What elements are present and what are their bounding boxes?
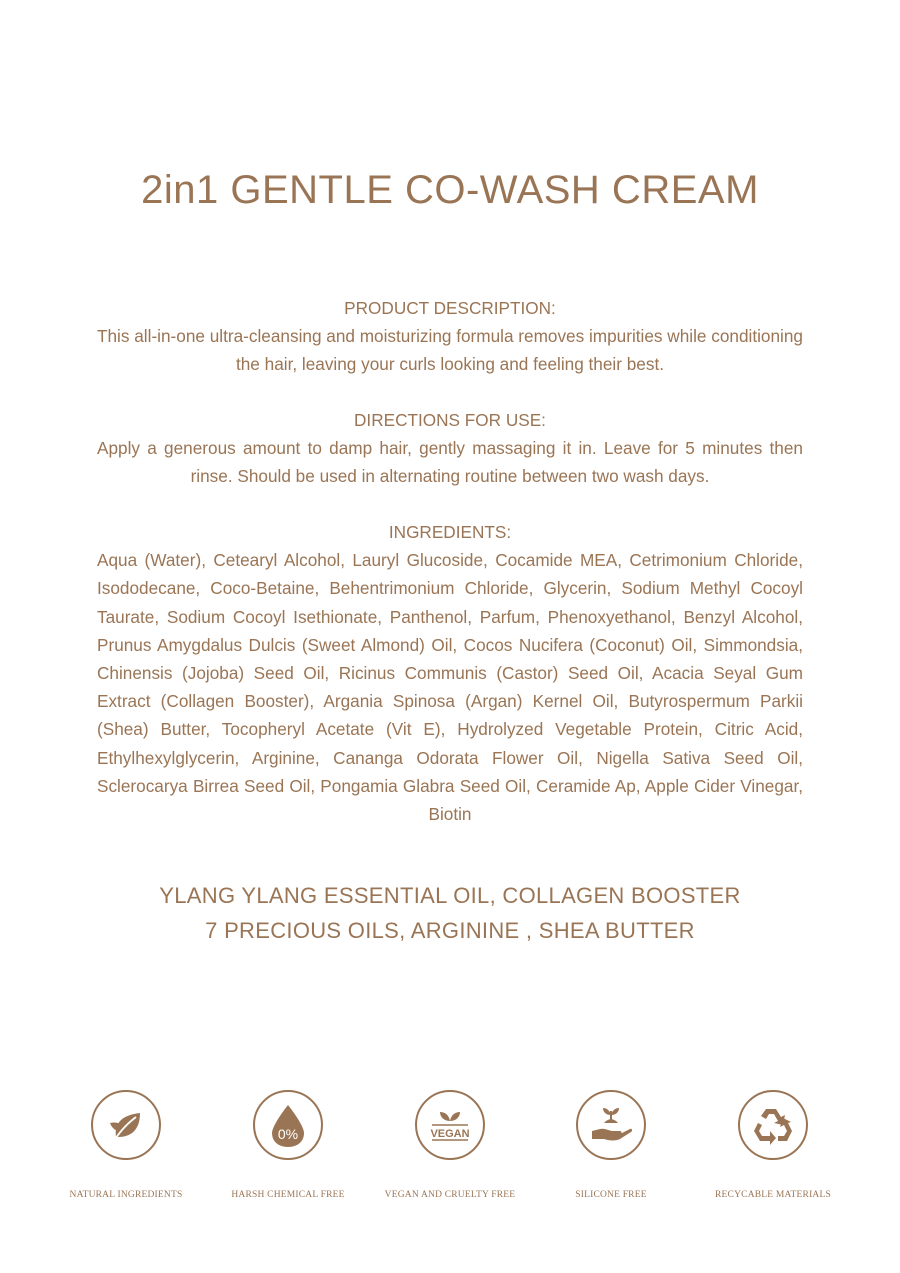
vegan-text: VEGAN: [430, 1128, 470, 1140]
vegan-icon: [415, 1090, 485, 1160]
directions-text: Apply a generous amount to damp hair, gently massaging it in. Leave for 5 minutes then rinse. Should be used in alternating routine between two wash days.: [97, 438, 803, 487]
zero-percent-text: 0%: [277, 1126, 299, 1142]
directions-heading: DIRECTIONS FOR USE:: [354, 410, 546, 430]
hand-sprout-icon: [576, 1090, 646, 1160]
badge-label: HARSH CHEMICAL FREE: [231, 1190, 345, 1200]
recycle-icon: [738, 1090, 808, 1160]
highlights-line-2: 7 PRECIOUS OILS, ARGININE , SHEA BUTTER: [205, 918, 695, 943]
badge-vegan: [370, 1090, 530, 1200]
badge-natural-ingredients: [46, 1090, 206, 1200]
badge-label: NATURAL INGREDIENTS: [69, 1190, 183, 1200]
key-ingredients-highlights: [0, 878, 900, 948]
product-description-section: [97, 294, 803, 379]
product-title: 2in1 GENTLE CO-WASH CREAM: [141, 168, 759, 212]
highlights-line-1: YLANG YLANG ESSENTIAL OIL, COLLAGEN BOOSTER: [159, 883, 741, 908]
badge-label: SILICONE FREE: [575, 1190, 647, 1200]
product-description-text: This all-in-one ultra-cleansing and moisturizing formula removes impurities while conditioning the hair, leaving your curls looking and feeling their best.: [97, 326, 803, 375]
badge-label: RECYCABLE MATERIALS: [715, 1190, 831, 1200]
ingredients-text: Aqua (Water), Cetearyl Alcohol, Lauryl Glucoside, Cocamide MEA, Cetrimonium Chloride, Isododecane, Coco-Betaine, Behentrimonium Chloride, Glycerin, Sodium Methyl Cocoyl Taurate, Sodium Cocoyl Isethionate, Panthenol, Parfum, Phenoxyethanol, Benzyl Alcohol, Prunus Amygdalus Dulcis (Sweet Almond) Oil, Cocos Nucifera (Coconut) Oil, Simmondsia, Chinensis (Jojoba) Seed Oil, Ricinus Communis (Castor) Seed Oil, Acacia Seyal Gum Extract (Collagen Booster), Argania Spinosa (Argan) Kernel Oil, Butyrospermum Parkii (Shea) Butter, Tocopheryl Acetate (Vit E), Hydrolyzed Vegetable Protein, Citric Acid, Ethylhexylglycerin, Arginine, Cananga Odorata Flower Oil, Nigella Sativa Seed Oil, Sclerocarya Birrea Seed Oil, Pongamia Glabra Seed Oil, Ceramide Ap, Apple Cider Vinegar, Biotin: [97, 550, 803, 825]
directions-section: [97, 406, 803, 491]
zero-percent-drop-icon: [253, 1090, 323, 1160]
ingredients-section: [97, 518, 803, 828]
badge-label: VEGAN AND CRUELTY FREE: [384, 1190, 516, 1200]
badge-harsh-chemical-free: [208, 1090, 368, 1200]
badge-recyclable-materials: [693, 1090, 853, 1200]
leaf-icon: [91, 1090, 161, 1160]
badge-silicone-free: [531, 1090, 691, 1200]
product-description-heading: PRODUCT DESCRIPTION:: [344, 298, 556, 318]
ingredients-heading: INGREDIENTS:: [388, 522, 512, 542]
